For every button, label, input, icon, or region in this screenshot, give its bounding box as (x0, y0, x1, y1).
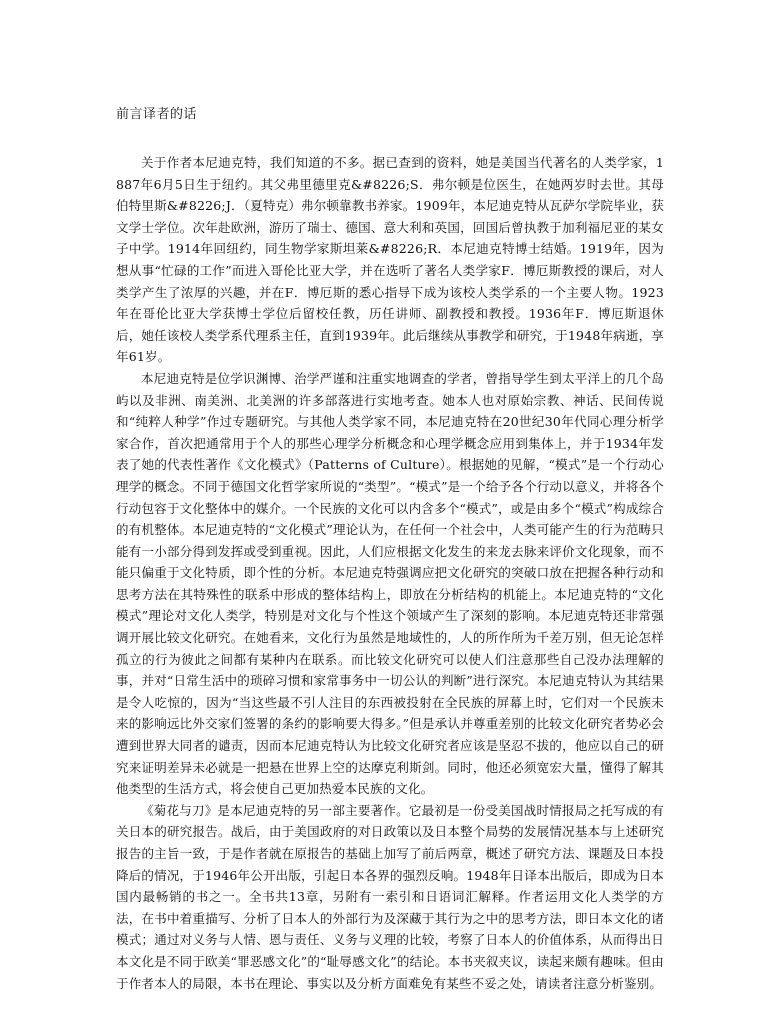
paragraph-cultural-patterns: 本尼迪克特是位学识渊博、治学严谨和注重实地调查的学者，曾指导学生到太平洋上的几个岛屿以及非洲、南美洲、北美洲的许多部落进行实地考查。她本人也对原始宗教、神话、民间传说和“纯粹人种学”作过专题研究。与其他人类学家不同，本尼迪克特在20世纪30年代同心理分析学家合作，首次把通常用于个人的那些心理学分析概念和心理学概念应用到集体上，并于1934年发表了她的代表性著作《文化模式》（Patterns of Culture）。根据她的见解，“模式”是一个行动心理学的概念。不同于德国文化哲学家所说的“类型”。“模式”是一个给予各个行动以意义，并将各个行动包容于文化整体中的媒介。一个民族的文化可以内含多个“模式”，或是由多个“模式”构成综合的有机整体。本尼迪克特的“文化模式”理论认为，在任何一个社会中，人类可能产生的行为范畴只能有一小部分得到发挥或受到重视。因此，人们应根据文化发生的来龙去脉来评价文化现象，而不能只偏重于文化特质，即个性的分析。本尼迪克特强调应把文化研究的突破口放在把握各种行动和思考方法在其特殊性的联系中形成的整体结构上，即放在分析结构的机能上。本尼迪克特的“文化模式”理论对文化人类学，特别是对文化与个性这个领域产生了深刻的影响。本尼迪克特还非常强调开展比较文化研究。在她看来，文化行为虽然是地域性的，人的所作所为千差万别，但无论怎样孤立的行为彼此之间都有某种内在联系。而比较文化研究可以使人们注意那些自己没办法理解的事，并对“日常生活中的琐碎习惯和家常事务中一切公认的判断”进行深究。本尼迪克特认为其结果是令人吃惊的，因为“当这些最不引人注目的东西被投射在全民族的屏幕上时，它们对一个民族未来的影响远比外交家们签署的条约的影响要大得多。”但是承认并尊重差别的比较文化研究者势必会遭到世界大同者的谴责，因而本尼迪克特认为比较文化研究者应该是坚忍不拔的，他应以自己的研究来证明差异未必就是一把悬在世界上空的达摩克利斯剑。同时，他还必须宽宏大量，懂得了解其他类型的生活方式，将会使自己更加热爱本民族的文化。 (116, 370, 664, 797)
paragraph-chrysanthemum-and-sword: 《菊花与刀》是本尼迪克特的另一部主要著作。它最初是一份受美国战时情报局之托写成的有关日本的研究报告。战后，由于美国政府的对日政策以及日本整个局势的发展情况基本与上述研究报告的主旨一致，于是作者就在原报告的基础上加写了前后两章，概述了研究方法、课题及日本投降后的情况，于1946年公开出版，引起日本各界的强烈反响。1948年日译本出版后，即成为日本国内最畅销的书之一。全书共13章，另附有一索引和日语词汇解释。作者运用文化人类学的方法，在书中着重描写、分析了日本人的外部行为及深藏于其行为之中的思考方法，即日本文化的诸模式；通过对义务与人情、恩与责任、义务与义理的比较，考察了日本人的价值体系，从而得出日本文化是不同于欧美“罪恶感文化”的“耻辱感文化”的结论。本书夹叙夹议，读起来颇有趣味。但由于作者本人的局限，本书在理论、事实以及分析方面难免有某些不妥之处，请读者注意分析鉴别。 (116, 802, 664, 991)
page-heading: 前言译者的话 (116, 107, 198, 122)
document-page (116, 104, 664, 994)
paragraph-author-biography: 关于作者本尼迪克特，我们知道的不多。据已查到的资料，她是美国当代著名的人类学家，1887年6月5日生于纽约。其父弗里德里克&#8226;S．弗尔顿是位医生，在她两岁时去世。其母伯特里斯&#8226;J．（夏特克）弗尔顿靠教书养家。1909年，本尼迪克特从瓦萨尔学院毕业，获文学士学位。次年赴欧洲，游历了瑞士、德国、意大利和英国，回国后曾执教于加利福尼亚的某女子中学。1914年回纽约，同生物学家斯坦莱&#8226;R．本尼迪克特博士结婚。1919年，因为想从事“忙碌的工作”而进入哥伦比亚大学，并在选听了著名人类学家F．博厄斯教授的课后，对人类学产生了浓厚的兴趣，并在F．博厄斯的悉心指导下成为该校人类学系的一个主要人物。1923年在哥伦比亚大学获博士学位后留校任教，历任讲师、副教授和教授。1936年F．博厄斯退休后，她任该校人类学系代理系主任，直到1939年。此后继续从事教学和研究，于1948年病逝，享年61岁。 (116, 155, 664, 365)
